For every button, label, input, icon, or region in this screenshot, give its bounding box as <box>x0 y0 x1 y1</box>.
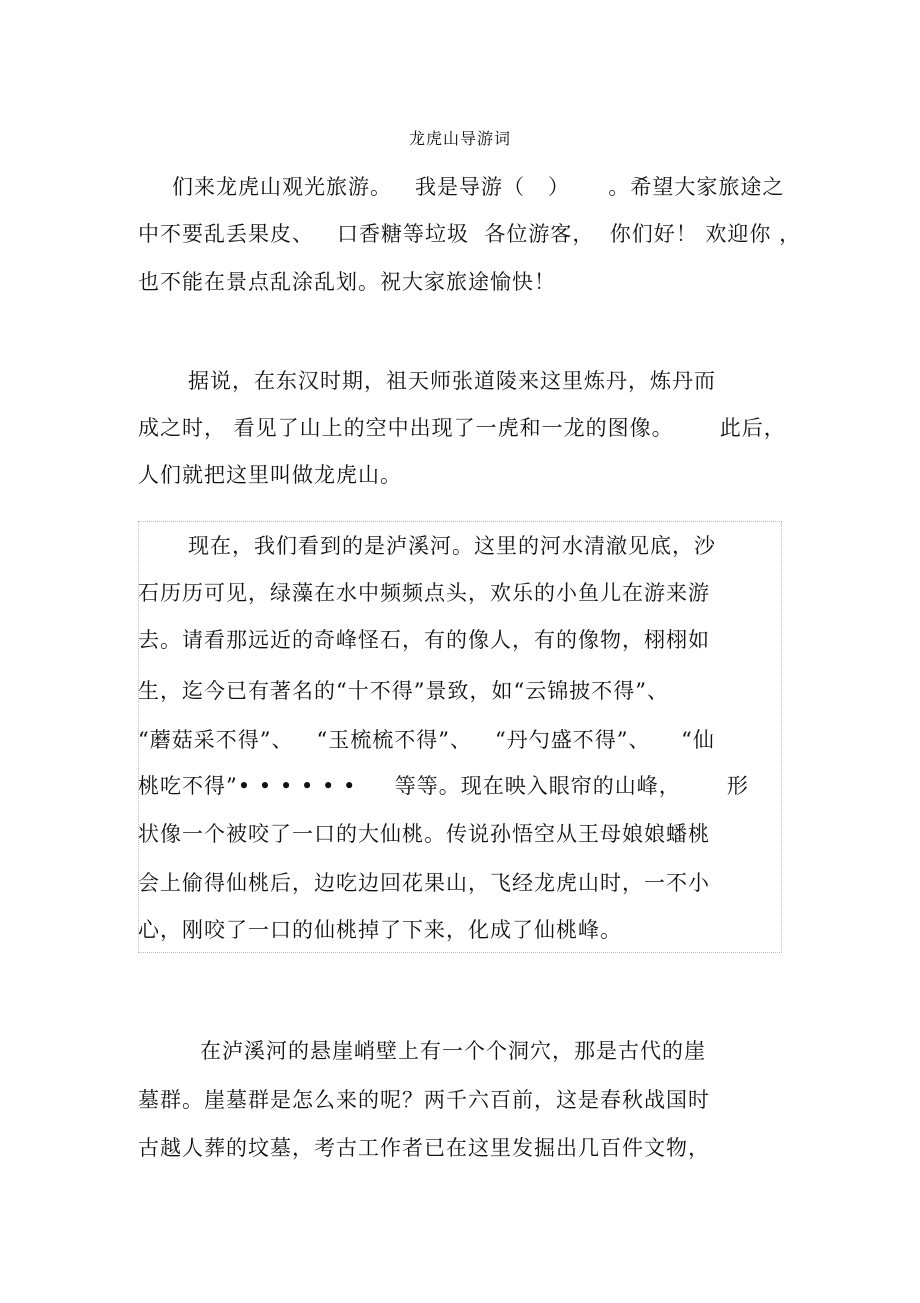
paragraph-3-line-7: 状像一个被咬了一口的大仙桃。传说孙悟空从王母娘娘蟠桃 <box>138 822 710 846</box>
paragraph-3-line-6: 桃吃不得”• • • • • • 等等。现在映入眼帘的山峰， 形 <box>138 774 749 798</box>
paragraph-1-line-3: 也不能在景点乱涂乱划。祝大家旅途愉快！ <box>138 270 556 294</box>
paragraph-2-line-2: 成之时， 看见了山上的空中出现了一虎和一龙的图像。 此后， <box>138 416 786 440</box>
paragraph-3-line-4: 生，迄今已有著名的“十不得”景致，如“云锦披不得”、 <box>138 679 669 703</box>
paragraph-3-line-1: 现在，我们看到的是泸溪河。这里的河水清澈见底，沙 <box>188 534 716 558</box>
paragraph-1-line-2: 中不要乱丢果皮、 口香糖等垃圾 各位游客， 你们好！ 欢迎你 ， <box>138 222 802 246</box>
paragraph-4-line-1: 在泸溪河的悬崖峭壁上有一个个洞穴，那是古代的崖 <box>200 1039 706 1063</box>
document-title: 龙虎山导游词 <box>408 129 511 148</box>
paragraph-3-line-8: 会上偷得仙桃后，边吃边回花果山，飞经龙虎山时，一不小 <box>138 871 710 895</box>
paragraph-3-line-3: 去。请看那远近的奇峰怪石，有的像人，有的像物，栩栩如 <box>138 628 710 652</box>
paragraph-4-line-3: 古越人葬的坟墓，考古工作者已在这里发掘出几百件文物， <box>138 1136 710 1160</box>
paragraph-4-line-2: 墓群。崖墓群是怎么来的呢？两千六百前，这是春秋战国时 <box>138 1088 710 1112</box>
paragraph-2-line-3: 人们就把这里叫做龙虎山。 <box>138 463 402 487</box>
paragraph-3-line-2: 石历历可见，绿藻在水中频频点头，欢乐的小鱼儿在游来游 <box>138 581 710 605</box>
paragraph-2-line-1: 据说，在东汉时期，祖天师张道陵来这里炼丹，炼丹而 <box>188 369 716 393</box>
paragraph-3-line-5: “蘑菇采不得”、 “玉梳梳不得”、 “丹勺盛不得”、 “仙 <box>138 728 715 752</box>
paragraph-1-line-1: 们来龙虎山观光旅游。 我是导游（ ） 。希望大家旅途之 <box>172 175 785 199</box>
paragraph-3-line-9: 心，刚咬了一口的仙桃掉了下来，化成了仙桃峰。 <box>138 918 622 942</box>
